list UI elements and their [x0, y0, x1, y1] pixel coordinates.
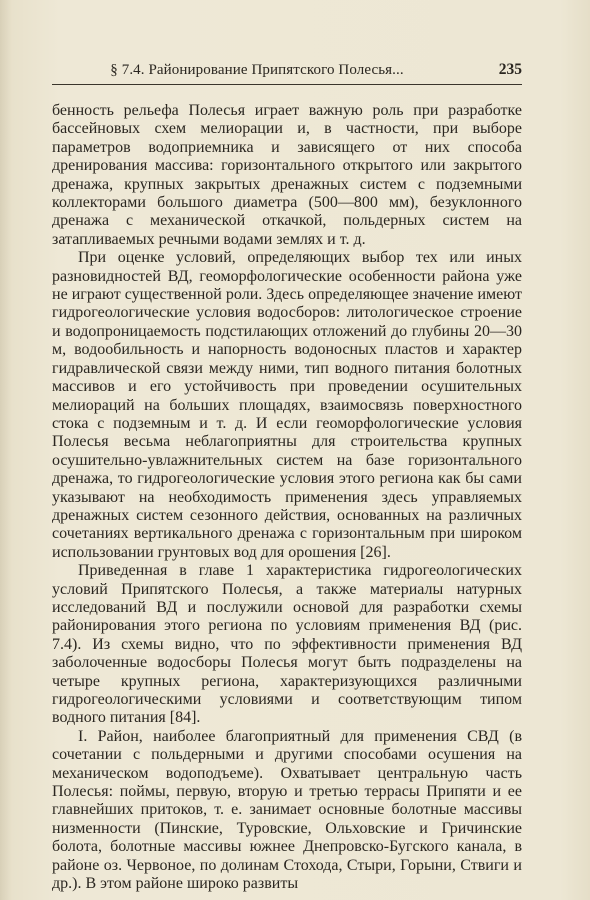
paragraph-2: При оценке условий, определяющих выбор тех или иных разновидностей ВД, геоморфологические особенности района уже не играют существенной роли. Здесь определяющее значение имеют гидрогеологические условия водосборов: литологическое строение и водопроницаемость подстилающих отложений до глубины 20—30 м, водообильность и напорность водоносных пластов и характер гидравлической связи между ними, тип водного питания болотных массивов и его устойчивость при проведении осушительных мелиораций на больших площадях, взаимосвязь поверхностного стока с подземным и т. д. И если геоморфологические условия Полесья весьма неблагоприятны для строительства крупных осушительно-увлажнительных систем на базе горизонтального дренажа, то гидрогеологические условия этого региона как бы сами указывают на необходимость применения здесь управляемых дренажных систем сезонного действия, основанных на различных сочетаниях вертикального дренажа с горизонтальным при широком использовании грунтовых вод для орошения [26]. [52, 249, 522, 561]
header-section-title: § 7.4. Районирование Припятского Полесья... [110, 62, 404, 78]
running-header [52, 60, 522, 85]
paragraph-4: I. Район, наиболее благоприятный для применения СВД (в сочетании с польдерными и другими способами осушения на механическом водоподъеме). Охватывает центральную часть Полесья: поймы, первую, вторую и третью террасы Припяти и ее главнейших притоков, т. е. занимает основные болотные массивы низменности (Пинские, Туровские, Ольховские и Гричинские болота, болотные массивы южнее Днепровско-Бугского канала, в районе оз. Червоное, по долинам Стохода, Стыри, Горыни, Ствиги и др.). В этом районе широко развиты [52, 727, 522, 893]
page-number: 235 [498, 61, 522, 78]
paragraph-3: Приведенная в главе 1 характеристика гидрогеологических условий Припятского Полесья, а также материалы натурных исследований ВД и послужили основой для разработки схемы районирования этого региона по условиям применения ВД (рис. 7.4). Из схемы видно, что по эффективности применения ВД заболоченные водосборы Полесья могут быть подразделены на четыре крупных региона, характеризующихся различными гидрогеологическими условиями и соответствующим типом водного питания [84]. [52, 562, 522, 727]
paragraph-1: бенность рельефа Полесья играет важную роль при разработке бассейновых схем мелиорации и, в частности, при выборе параметров водоприемника и зависящего от них способа дренирования массива: горизонтального открытого или закрытого дренажа, крупных закрытых дренажных систем с подземными коллекторами большого диаметра (500—800 мм), безуклонного дренажа с механической откачкой, польдерных систем на затапливаемых речными водами землях и т. д. [52, 102, 522, 248]
body-text [52, 102, 522, 893]
